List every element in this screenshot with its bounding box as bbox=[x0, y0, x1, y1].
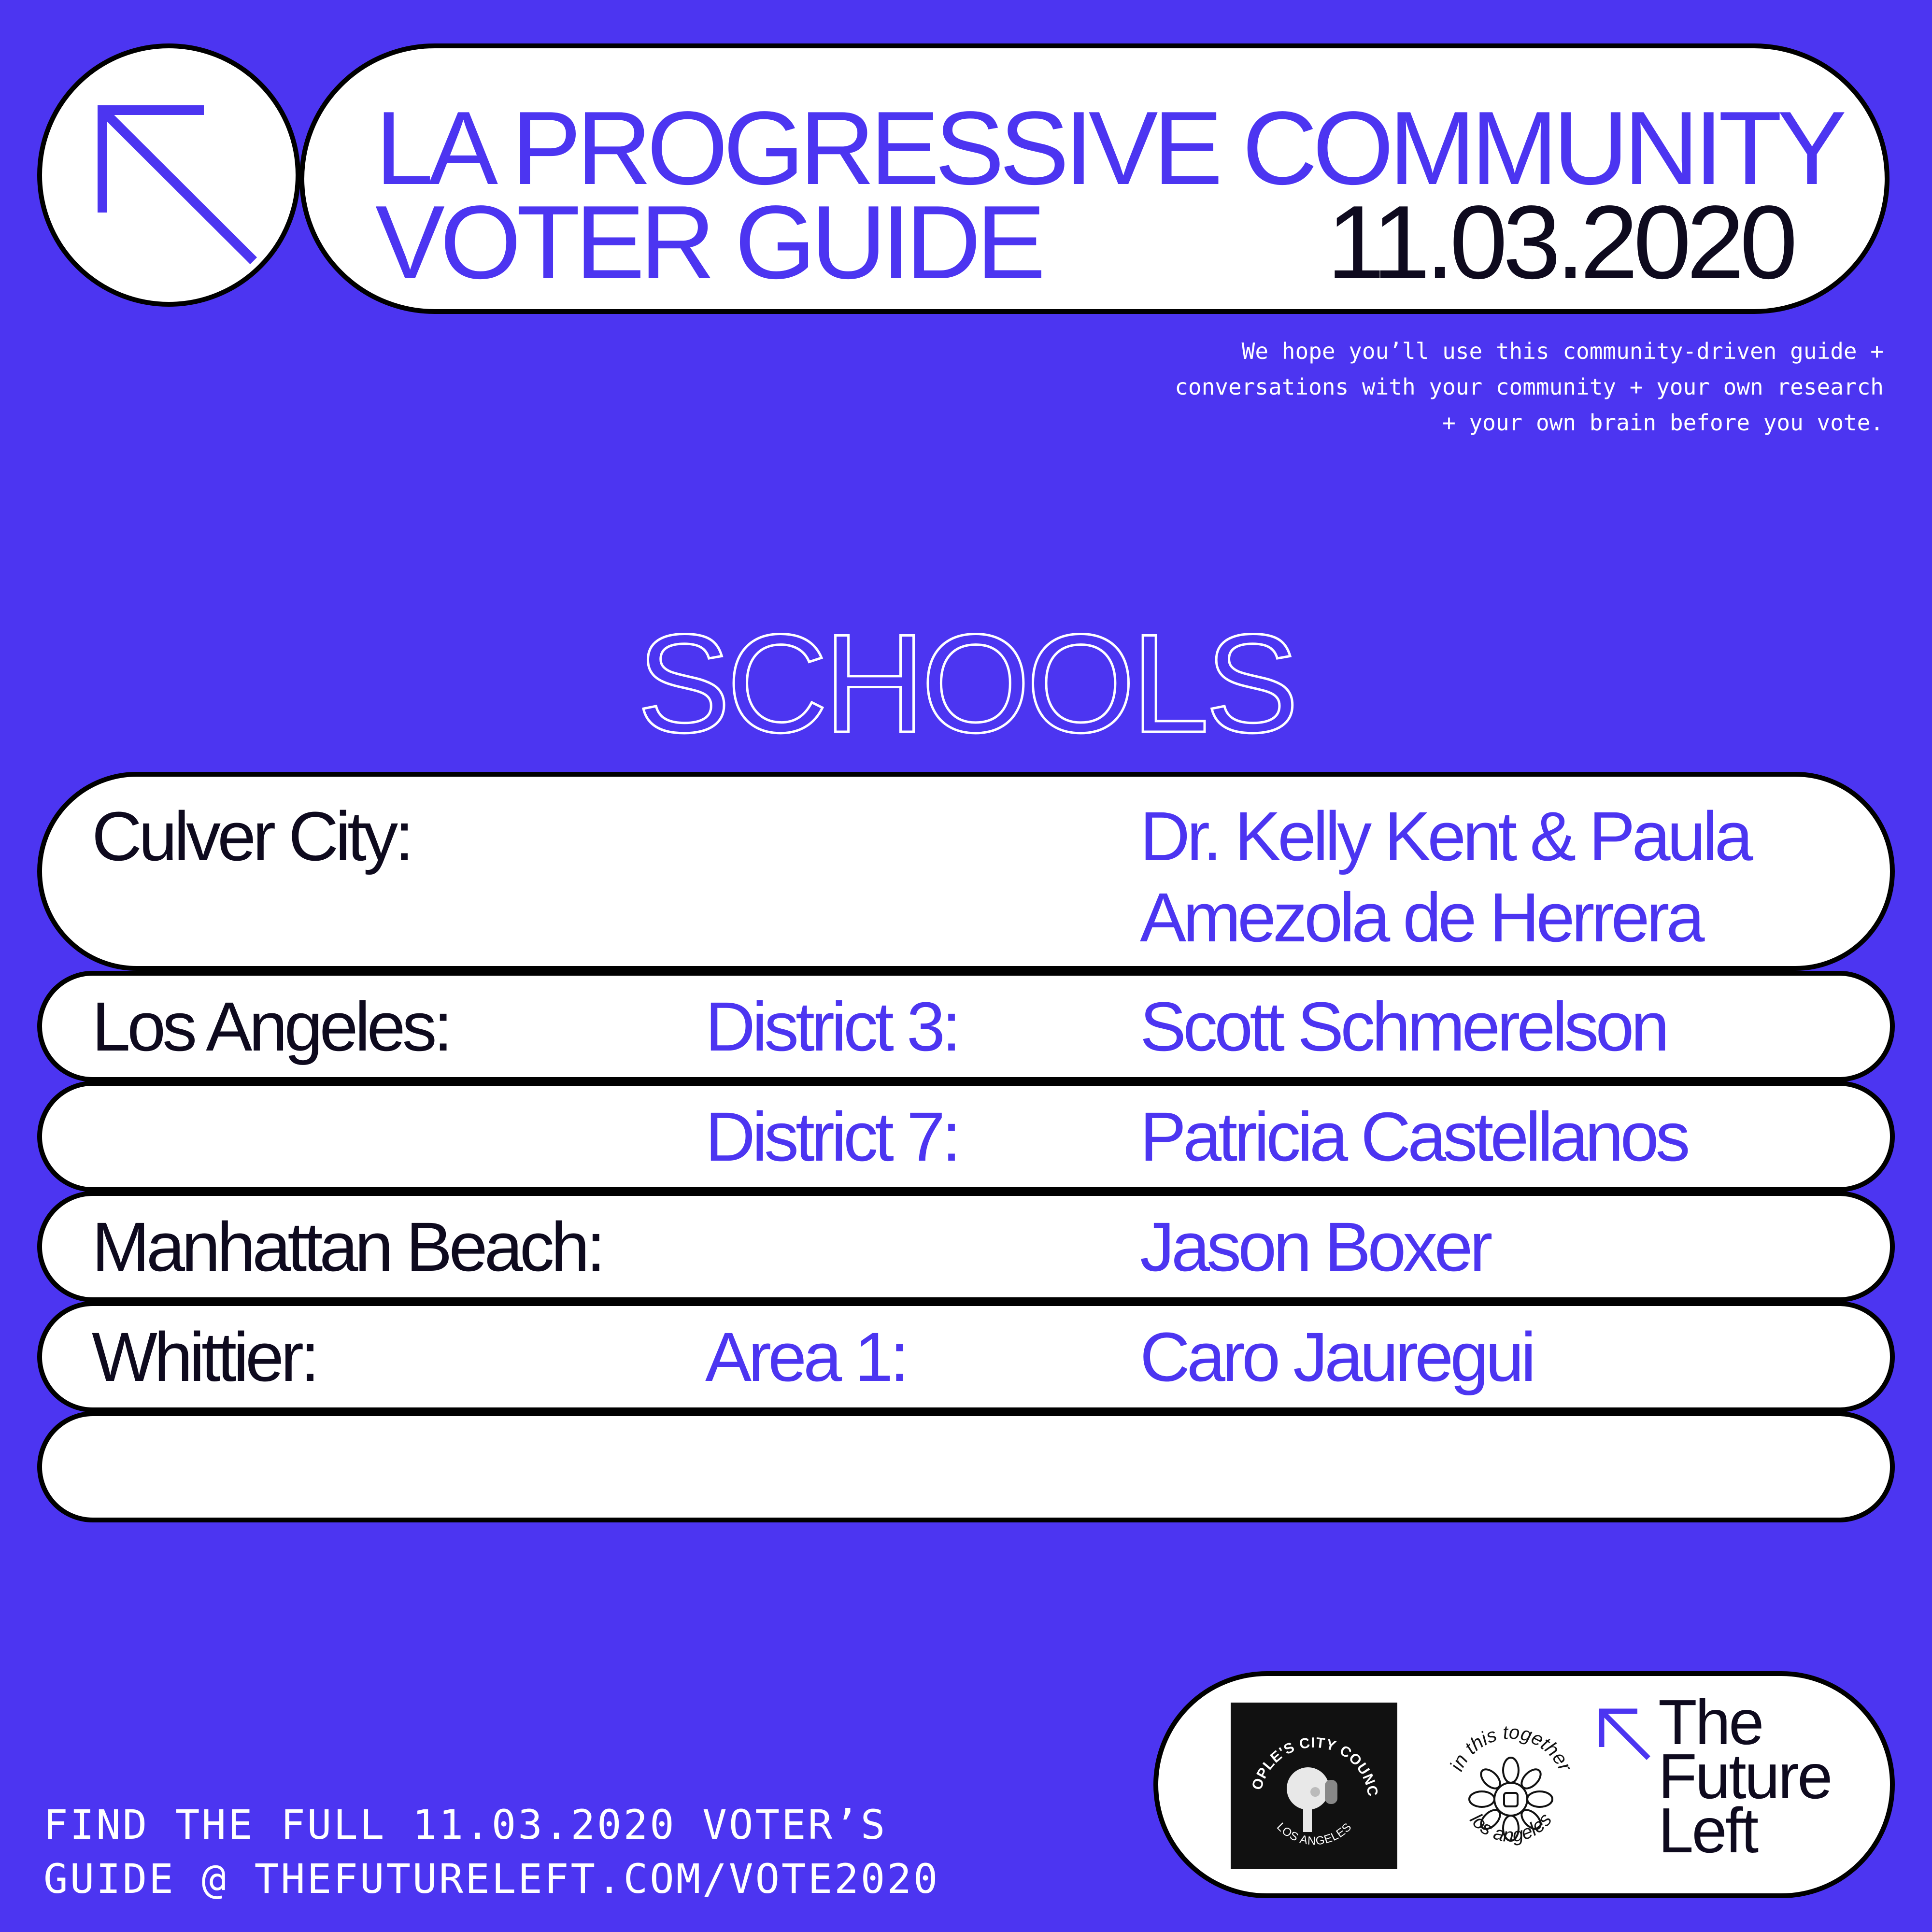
future-left-arrow-icon bbox=[1593, 1703, 1656, 1765]
footer-line: GUIDE @ THEFUTURELEFT.COM/VOTE2020 bbox=[43, 1855, 940, 1903]
candidate-line: Amezola de Herrera bbox=[1140, 879, 1702, 956]
row-candidate bbox=[1140, 796, 1750, 958]
endorsement-row bbox=[37, 971, 1895, 1082]
future-left-logo bbox=[1658, 1687, 1831, 1866]
guide-title-line-1: LA PROGRESSIVE COMMUNITY bbox=[375, 89, 1842, 206]
endorsement-row bbox=[37, 1191, 1895, 1302]
endorsement-row bbox=[37, 1301, 1895, 1412]
endorsement-row bbox=[37, 772, 1895, 971]
itt-logo-top-text: in this together bbox=[1446, 1721, 1576, 1775]
endorsement-row bbox=[37, 1081, 1895, 1192]
row-district: District 7: bbox=[705, 1098, 958, 1176]
row-place: Whittier: bbox=[92, 1318, 317, 1396]
itt-logo-bottom-text: los angeles bbox=[1465, 1809, 1556, 1847]
guide-title-line-2: VOTER GUIDE bbox=[375, 184, 1041, 300]
svg-text:LOS ANGELES bbox=[1274, 1820, 1354, 1848]
row-district: Area 1: bbox=[705, 1318, 906, 1396]
candidate-line: Dr. Kelly Kent & Paula bbox=[1140, 797, 1750, 875]
intro-text bbox=[1063, 333, 1884, 440]
intro-line: conversations with your community + your own research bbox=[1175, 374, 1884, 400]
row-district: District 3: bbox=[705, 988, 958, 1065]
svg-text:in this together bbox=[1446, 1722, 1576, 1775]
section-title: SCHOOLS bbox=[637, 605, 1295, 762]
intro-line: We hope you’ll use this community-driven guide + bbox=[1241, 338, 1884, 364]
election-date: 11.03.2020 bbox=[1326, 184, 1793, 300]
future-left-logo-line: The bbox=[1658, 1687, 1762, 1758]
row-candidate: Scott Schmerelson bbox=[1140, 988, 1666, 1065]
row-candidate: Caro Jauregui bbox=[1140, 1318, 1533, 1396]
partner-logos bbox=[1153, 1671, 1895, 1898]
empty-row bbox=[37, 1411, 1895, 1522]
intro-line: + your own brain before you vote. bbox=[1442, 410, 1884, 436]
row-candidate: Patricia Castellanos bbox=[1140, 1098, 1687, 1176]
future-left-logo-line: Left bbox=[1658, 1795, 1757, 1866]
pcc-logo-top-text: OPLE'S CITY COUNC bbox=[1249, 1734, 1381, 1798]
row-place: Los Angeles: bbox=[92, 988, 450, 1065]
title-banner bbox=[299, 43, 1889, 314]
pcc-logo-bottom-text: LOS ANGELES bbox=[1274, 1820, 1354, 1848]
row-candidate: Jason Boxer bbox=[1140, 1208, 1490, 1286]
future-left-logo-line: Future bbox=[1658, 1741, 1831, 1812]
in-this-together-logo bbox=[1438, 1710, 1583, 1864]
footer-link-text bbox=[43, 1798, 939, 1906]
arrow-up-left-icon bbox=[42, 48, 296, 302]
row-place: Manhattan Beach: bbox=[92, 1208, 602, 1286]
peoples-city-council-logo bbox=[1231, 1703, 1397, 1869]
row-place: Culver City: bbox=[92, 797, 411, 875]
footer-line: FIND THE FULL 11.03.2020 VOTER’S bbox=[43, 1801, 887, 1848]
arrow-badge bbox=[37, 43, 300, 307]
